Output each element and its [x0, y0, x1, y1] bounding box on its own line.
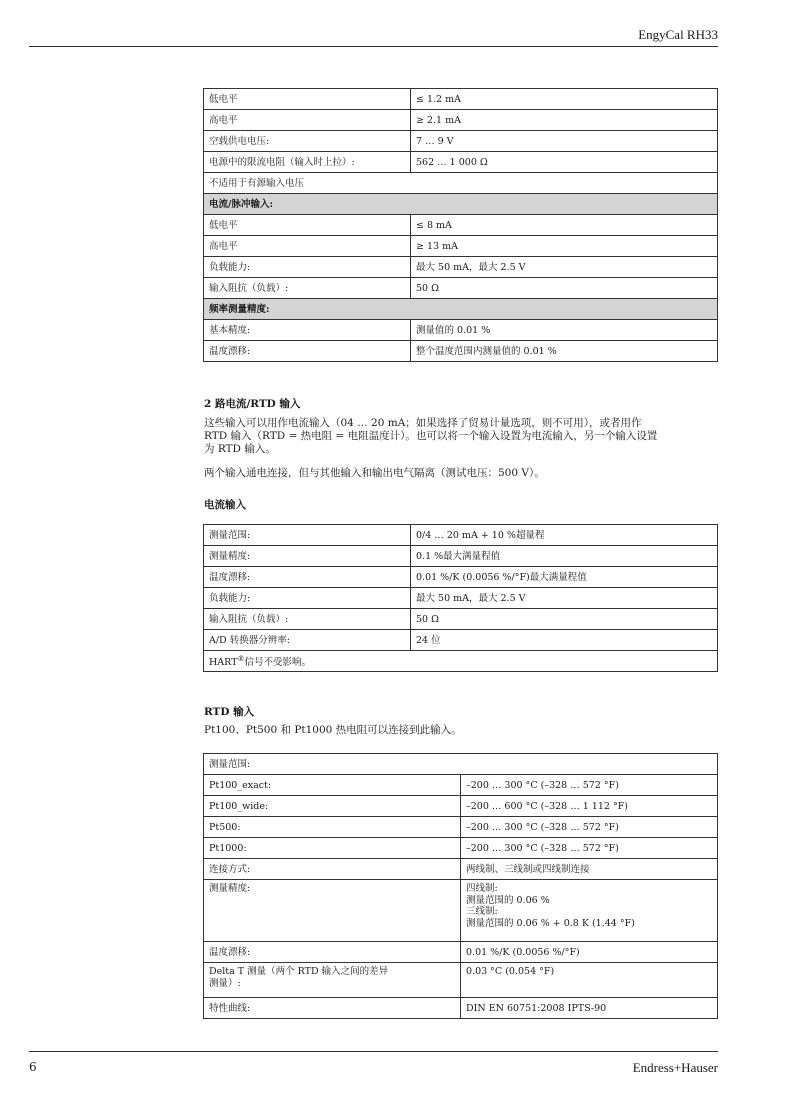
- table-row: [204, 341, 718, 362]
- current-input-spec-table: [203, 524, 718, 672]
- table-row: [204, 152, 718, 173]
- rtd-input-paragraph: Pt100、Pt500 和 Pt1000 热电阻可以连接到此输入。: [204, 724, 462, 736]
- hart-note: [204, 651, 718, 672]
- table-row: [204, 567, 718, 588]
- paragraph-line: 为 RTD 输入。: [204, 443, 276, 455]
- spec-label: Pt100_exact:: [204, 775, 461, 796]
- section-2ch-isolation-paragraph: 两个输入通电连接，但与其他输入和输出电气隔离（测试电压：500 V）。: [204, 467, 545, 479]
- paragraph-line: 这些输入可以用作电流输入（04 … 20 mA；如果选择了贸易计量选项，则不可用），或者用作: [204, 417, 642, 429]
- spec-label: 高电平: [204, 236, 411, 257]
- spec-value: 24 位: [411, 630, 718, 651]
- spec-label: 测量精度:: [204, 546, 411, 567]
- spec-value: 0.01 %/K (0.0056 %/°F): [461, 942, 718, 963]
- spec-label: A/D 转换器分辨率:: [204, 630, 411, 651]
- table-row: [204, 880, 718, 942]
- page-number: 6: [29, 1060, 37, 1074]
- spec-value: 测量值的 0.01 %: [411, 320, 718, 341]
- spec-value: 562 … 1 000 Ω: [411, 152, 718, 173]
- spec-value: 整个温度范围内测量值的 0.01 %: [411, 341, 718, 362]
- spec-label: 特性曲线:: [204, 998, 461, 1019]
- paragraph-line: RTD 输入（RTD = 热电阻 = 电阻温度计）。也可以将一个输入设置为电流输入，另一个输入设置: [204, 430, 658, 442]
- table-section-row: [204, 194, 718, 215]
- table-row: [204, 525, 718, 546]
- table-row: [204, 817, 718, 838]
- spec-label: 基本精度:: [204, 320, 411, 341]
- spec-label: 输入阻抗（负载）:: [204, 609, 411, 630]
- spec-value: 0.1 %最大满量程值: [411, 546, 718, 567]
- label-line: Delta T 测量（两个 RTD 输入之间的差异: [209, 966, 389, 977]
- spec-label: Pt1000:: [204, 838, 461, 859]
- spec-label: 连接方式:: [204, 859, 461, 880]
- table-row: [204, 215, 718, 236]
- table-row: [204, 859, 718, 880]
- spec-label: 输入阻抗（负载）:: [204, 278, 411, 299]
- table-row: [204, 257, 718, 278]
- spec-label: 负载能力:: [204, 588, 411, 609]
- label-line: 测量）:: [209, 977, 241, 989]
- spec-value: 最大 50 mA，最大 2.5 V: [411, 257, 718, 278]
- section-frequency-accuracy: 频率测量精度:: [204, 299, 718, 320]
- table-row: [204, 754, 718, 775]
- spec-value: 50 Ω: [411, 278, 718, 299]
- registered-mark: ®: [237, 654, 245, 663]
- spec-value: –200 … 600 °C (–328 … 1 112 °F): [461, 796, 718, 817]
- section-heading-current-input: 电流输入: [204, 499, 246, 511]
- table-row: [204, 236, 718, 257]
- table-row: [204, 588, 718, 609]
- spec-value: ≤ 8 mA: [411, 215, 718, 236]
- table-row: [204, 838, 718, 859]
- section-2ch-paragraph: [204, 417, 718, 456]
- table-row: [204, 320, 718, 341]
- spec-value-accuracy: [461, 880, 718, 942]
- spec-label: Pt100_wide:: [204, 796, 461, 817]
- accuracy-line: 四线制:: [466, 883, 498, 894]
- header-divider: [29, 46, 718, 47]
- section-heading-2ch-current-rtd: 2 路电流/RTD 输入: [204, 398, 301, 410]
- spec-value: 0.01 %/K (0.0056 %/°F)最大满量程值: [411, 567, 718, 588]
- table-row: [204, 546, 718, 567]
- rtd-input-spec-table: [203, 753, 718, 1019]
- spec-label: 空载供电电压:: [204, 131, 411, 152]
- spec-value: –200 … 300 °C (–328 … 572 °F): [461, 838, 718, 859]
- table-row: [204, 173, 718, 194]
- spec-value: 0.03 °C (0.054 °F): [461, 963, 718, 998]
- table-row: [204, 796, 718, 817]
- section-current-pulse-input: 电流/脉冲输入:: [204, 194, 718, 215]
- spec-value: ≤ 1.2 mA: [411, 89, 718, 110]
- table-row: [204, 998, 718, 1019]
- spec-value: –200 … 300 °C (–328 … 572 °F): [461, 817, 718, 838]
- spec-label: 测量精度:: [204, 880, 461, 942]
- spec-label-range: 测量范围:: [204, 754, 718, 775]
- table-row: [204, 131, 718, 152]
- table-row: [204, 651, 718, 672]
- table-row: [204, 630, 718, 651]
- footer-divider: [29, 1051, 718, 1052]
- spec-value: –200 … 300 °C (–328 … 572 °F): [461, 775, 718, 796]
- accuracy-line: 测量范围的 0.06 % + 0.8 K (1.44 °F): [466, 917, 635, 929]
- table-row: [204, 942, 718, 963]
- hart-label: HART: [209, 657, 238, 669]
- spec-value: ≥ 13 mA: [411, 236, 718, 257]
- spec-label-delta-t: [204, 963, 461, 998]
- table-row: [204, 963, 718, 998]
- spec-value: 两线制、三线制或四线制连接: [461, 859, 718, 880]
- footer-brand: Endress+Hauser: [632, 1060, 718, 1075]
- spec-label: 负载能力:: [204, 257, 411, 278]
- spec-label: Pt500:: [204, 817, 461, 838]
- spec-label: 低电平: [204, 89, 411, 110]
- table-row: [204, 609, 718, 630]
- table-row: [204, 110, 718, 131]
- accuracy-line: 测量范围的 0.06 %: [466, 894, 550, 906]
- spec-value: 0/4 … 20 mA + 10 %超量程: [411, 525, 718, 546]
- spec-label: 温度漂移:: [204, 567, 411, 588]
- spec-note: 不适用于有源输入电压: [204, 173, 718, 194]
- table-row: [204, 89, 718, 110]
- spec-value: DIN EN 60751:2008 IPTS-90: [461, 998, 718, 1019]
- spec-value: 50 Ω: [411, 609, 718, 630]
- spec-value: ≥ 2.1 mA: [411, 110, 718, 131]
- spec-value: 7 … 9 V: [411, 131, 718, 152]
- spec-label: 温度漂移:: [204, 942, 461, 963]
- spec-value: 最大 50 mA，最大 2.5 V: [411, 588, 718, 609]
- spec-label: 测量范围:: [204, 525, 411, 546]
- table-row: [204, 775, 718, 796]
- spec-label: 低电平: [204, 215, 411, 236]
- section-heading-rtd-input: RTD 输入: [204, 706, 255, 718]
- pulse-input-spec-table: [203, 88, 718, 362]
- hart-note-text: 信号不受影响。: [244, 657, 311, 669]
- accuracy-line: 三线制:: [466, 906, 498, 917]
- spec-label: 电源中的限流电阻（输入时上拉）:: [204, 152, 411, 173]
- spec-label: 高电平: [204, 110, 411, 131]
- table-row: [204, 278, 718, 299]
- table-section-row: [204, 299, 718, 320]
- spec-label: 温度漂移:: [204, 341, 411, 362]
- document-header-title: EngyCal RH33: [638, 27, 718, 42]
